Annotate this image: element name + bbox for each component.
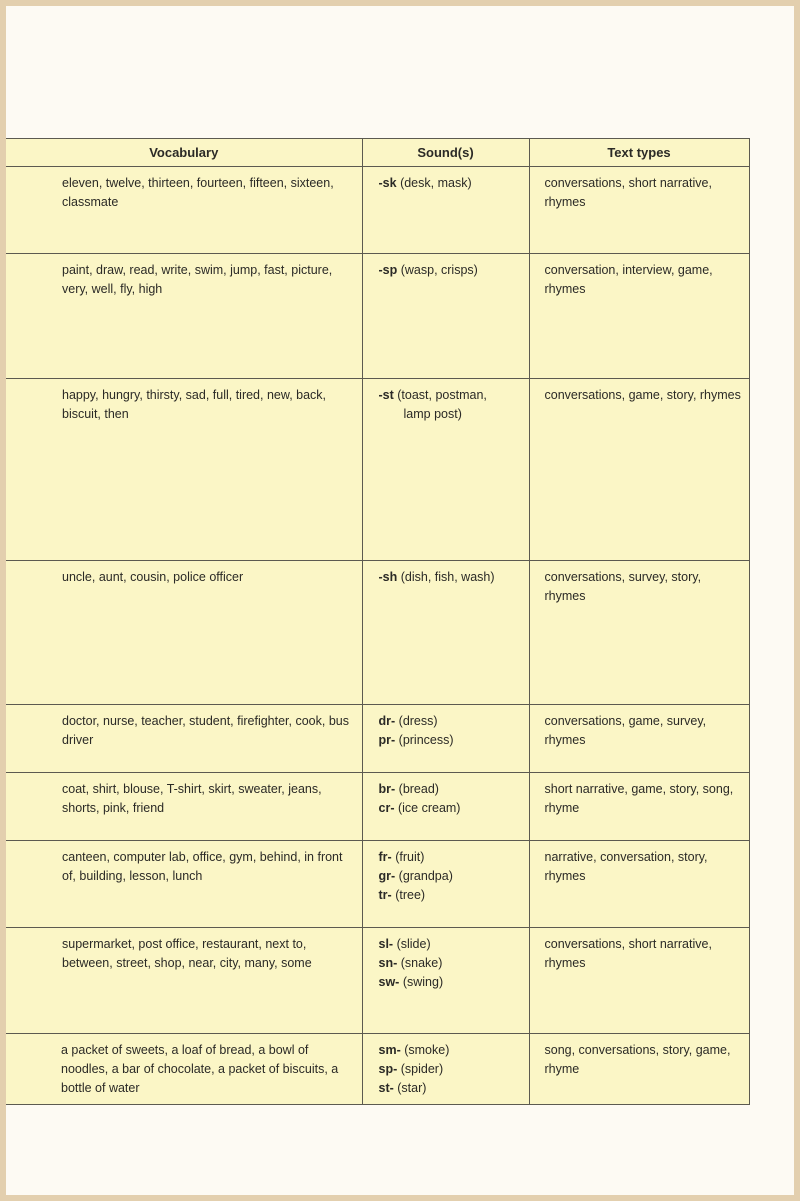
sound-entry xyxy=(379,799,523,818)
sound-key: sm- xyxy=(378,1043,401,1057)
sounds-cell xyxy=(362,773,529,841)
text-types-cell: conversation, interview, game, rhymes xyxy=(529,254,749,379)
header-row xyxy=(6,139,749,167)
sound-key: cr- xyxy=(378,801,395,815)
text-types-cell: conversations, survey, story, rhymes xyxy=(529,561,749,705)
sound-entry xyxy=(379,712,523,731)
sound-key: fr- xyxy=(378,850,392,864)
header-text-types: Text types xyxy=(529,139,749,167)
table-row xyxy=(6,773,749,841)
text-types-cell: conversations, game, survey, rhymes xyxy=(529,705,749,773)
text-types-cell: conversations, short narrative, rhymes xyxy=(529,167,749,254)
sound-examples: lamp post) xyxy=(403,407,462,421)
sound-examples: (slide) xyxy=(396,937,431,951)
table-row xyxy=(6,928,749,1034)
sound-examples: (fruit) xyxy=(395,850,425,864)
sound-entry xyxy=(379,780,523,799)
sound-key: -st xyxy=(378,388,394,402)
sound-key: pr- xyxy=(378,733,396,747)
table-row xyxy=(6,561,749,705)
sound-key: br- xyxy=(378,782,396,796)
text-types-cell: conversations, game, story, rhymes xyxy=(529,379,749,561)
sound-entry xyxy=(379,261,523,280)
sound-key: sn- xyxy=(378,956,398,970)
sound-examples: (tree) xyxy=(395,888,426,902)
sound-key: st- xyxy=(378,1081,394,1095)
sounds-cell xyxy=(362,841,529,928)
sounds-cell xyxy=(362,379,529,561)
sound-entry xyxy=(379,1041,523,1060)
sound-examples: (spider) xyxy=(400,1062,444,1076)
sounds-cell xyxy=(362,561,529,705)
sound-key: sl- xyxy=(378,937,394,951)
table-row xyxy=(6,841,749,928)
sound-key: tr- xyxy=(378,888,392,902)
text-types-cell: short narrative, game, story, song, rhyme xyxy=(529,773,749,841)
sound-examples: (ice cream) xyxy=(397,801,461,815)
sound-key: gr- xyxy=(378,869,396,883)
sound-entry xyxy=(379,1079,523,1098)
sound-entry xyxy=(379,174,523,193)
sounds-cell xyxy=(362,705,529,773)
sound-entry xyxy=(379,1060,523,1079)
sound-examples: (wasp, crisps) xyxy=(400,263,478,277)
vocabulary-cell: a packet of sweets, a loaf of bread, a bowl of noodles, a bar of chocolate, a packet of biscuits, a bottle of water xyxy=(6,1034,362,1105)
sound-entry xyxy=(379,386,523,405)
table-row xyxy=(6,705,749,773)
vocabulary-cell: coat, shirt, blouse, T-shirt, skirt, sweater, jeans, shorts, pink, friend xyxy=(6,773,362,841)
sound-entry xyxy=(379,568,523,587)
sounds-cell xyxy=(362,928,529,1034)
sound-entry xyxy=(379,848,523,867)
sound-entry xyxy=(379,886,523,905)
sound-entry xyxy=(379,405,523,424)
table-row xyxy=(6,167,749,254)
vocabulary-cell: happy, hungry, thirsty, sad, full, tired, new, back, biscuit, then xyxy=(6,379,362,561)
sound-key: dr- xyxy=(378,714,396,728)
sounds-cell xyxy=(362,167,529,254)
sound-examples: (grandpa) xyxy=(398,869,453,883)
sound-examples: (bread) xyxy=(398,782,439,796)
text-types-cell: conversations, short narrative, rhymes xyxy=(529,928,749,1034)
sounds-cell xyxy=(362,1034,529,1105)
vocabulary-cell: eleven, twelve, thirteen, fourteen, fifteen, sixteen, classmate xyxy=(6,167,362,254)
sound-entry xyxy=(379,935,523,954)
table-row xyxy=(6,1034,749,1105)
sound-examples: (dish, fish, wash) xyxy=(400,570,495,584)
sound-examples: (star) xyxy=(397,1081,427,1095)
page xyxy=(6,6,794,1195)
sound-key: -sh xyxy=(378,570,398,584)
syllabus-table xyxy=(6,138,750,1105)
table-row xyxy=(6,379,749,561)
vocabulary-cell: supermarket, post office, restaurant, next to, between, street, shop, near, city, many, some xyxy=(6,928,362,1034)
header-sounds: Sound(s) xyxy=(362,139,529,167)
sound-entry xyxy=(379,731,523,750)
sound-key: sw- xyxy=(378,975,400,989)
sounds-cell xyxy=(362,254,529,379)
sound-examples: (swing) xyxy=(402,975,444,989)
header-vocabulary: Vocabulary xyxy=(6,139,362,167)
vocabulary-cell: doctor, nurse, teacher, student, firefighter, cook, bus driver xyxy=(6,705,362,773)
sound-examples: (smoke) xyxy=(404,1043,450,1057)
sound-entry xyxy=(379,954,523,973)
vocabulary-cell: canteen, computer lab, office, gym, behind, in front of, building, lesson, lunch xyxy=(6,841,362,928)
sound-examples: (princess) xyxy=(398,733,454,747)
text-types-cell: narrative, conversation, story, rhymes xyxy=(529,841,749,928)
sound-key: -sk xyxy=(378,176,397,190)
sound-key: -sp xyxy=(378,263,398,277)
sound-examples: (snake) xyxy=(400,956,443,970)
sound-entry xyxy=(379,867,523,886)
sound-examples: (toast, postman, xyxy=(397,388,487,402)
sound-key: sp- xyxy=(378,1062,398,1076)
sound-entry xyxy=(379,973,523,992)
table-row xyxy=(6,254,749,379)
vocabulary-cell: uncle, aunt, cousin, police officer xyxy=(6,561,362,705)
text-types-cell: song, conversations, story, game, rhyme xyxy=(529,1034,749,1105)
sound-examples: (desk, mask) xyxy=(400,176,472,190)
vocabulary-cell: paint, draw, read, write, swim, jump, fast, picture, very, well, fly, high xyxy=(6,254,362,379)
sound-examples: (dress) xyxy=(398,714,438,728)
